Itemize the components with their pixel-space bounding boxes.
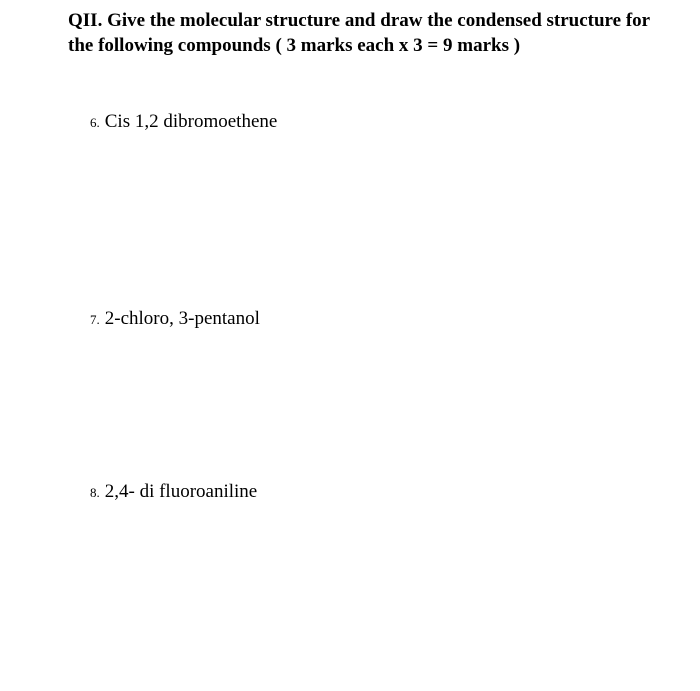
list-item [90,307,260,332]
list-item [90,480,257,505]
question-heading: QII. Give the molecular structure and draw the condensed structure for the following compounds ( 3 marks each x 3 = 9 marks ) [68,10,650,56]
item-number: 7. [90,312,100,327]
item-number: 8. [90,485,100,500]
item-text: 2,4- di fluoroaniline [104,481,258,502]
item-number: 6. [90,115,100,130]
item-text: Cis 1,2 dibromoethene [104,111,278,132]
list-item [90,110,277,135]
item-text: 2-chloro, 3-pentanol [104,308,260,329]
